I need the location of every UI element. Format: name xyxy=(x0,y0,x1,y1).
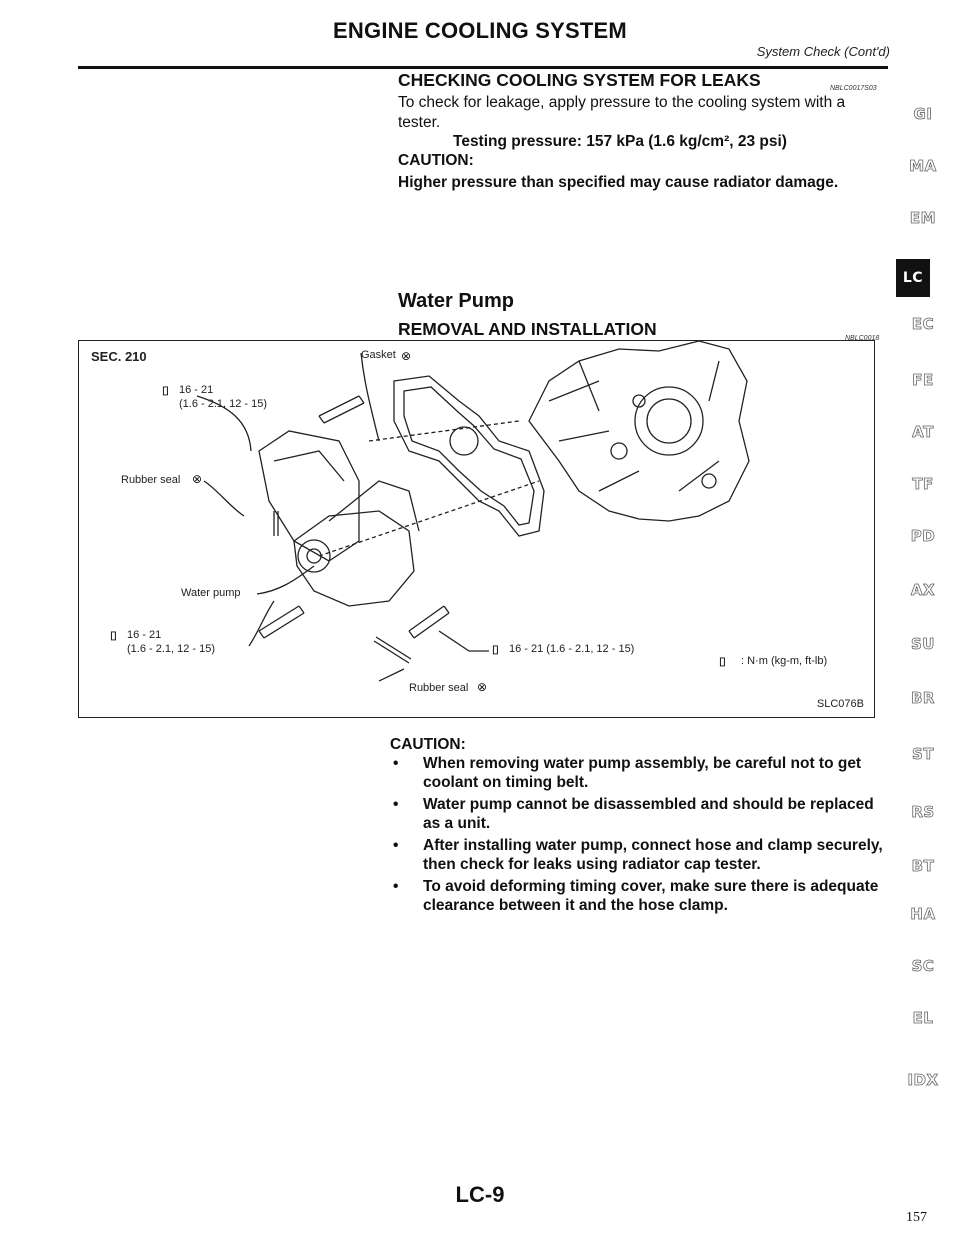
pump-caution-label: CAUTION: xyxy=(390,736,466,753)
bolt-bottom-left xyxy=(259,606,304,638)
torque-top-value: 16 - 21 xyxy=(179,384,214,396)
leaks-body: To check for leakage, apply pressure to the cooling system with a tester. xyxy=(398,94,846,131)
tab-fe[interactable]: FE xyxy=(912,371,934,389)
tab-rs[interactable]: RS xyxy=(911,803,935,821)
figure-section-label: SEC. 210 xyxy=(91,349,147,364)
rubber-seal-left-label: Rubber seal xyxy=(121,474,181,486)
leader-gasket xyxy=(361,353,379,441)
caution-item: • Water pump cannot be disassembled and should be replaced as a unit. xyxy=(393,795,883,833)
tab-bt[interactable]: BT xyxy=(911,857,935,875)
engine-bore-circle xyxy=(635,387,703,455)
leaks-caution-text: Higher pressure than specified may cause radiator damage. xyxy=(398,174,839,191)
pump-pulley-hub xyxy=(298,540,330,572)
gasket-outline xyxy=(394,376,544,536)
torque-icon: ⌷ xyxy=(492,643,500,657)
caution-item: • After installing water pump, connect hose and clamp securely, then check for leaks using radiator cap tester. xyxy=(393,836,883,874)
tab-su[interactable]: SU xyxy=(911,635,935,653)
tab-tf[interactable]: TF xyxy=(912,475,934,493)
header-rule xyxy=(78,66,888,69)
torque-icon: ⌷ xyxy=(110,629,118,643)
units-legend: : N·m (kg-m, ft-lb) xyxy=(741,655,828,667)
tab-ax[interactable]: AX xyxy=(910,581,936,599)
bolt-top xyxy=(319,396,364,423)
replace-icon: ⊗ xyxy=(477,680,488,694)
rubber-seal-left xyxy=(274,511,278,536)
page-title: ENGINE COOLING SYSTEM xyxy=(333,18,627,43)
bracket-outline xyxy=(259,431,359,561)
rubber-seal-bottom xyxy=(374,637,411,663)
tab-idx[interactable]: IDX xyxy=(907,1071,939,1089)
tab-st[interactable]: ST xyxy=(911,745,935,763)
torque-bottom-left-value: 16 - 21 xyxy=(127,629,162,641)
leaks-heading: CHECKING COOLING SYSTEM FOR LEAKS xyxy=(398,70,761,90)
rubber-seal-bottom-label: Rubber seal xyxy=(409,682,469,694)
removal-reference-code: NBLC0018 xyxy=(845,335,880,342)
tab-br[interactable]: BR xyxy=(911,689,935,707)
tab-pd[interactable]: PD xyxy=(910,527,936,545)
torque-bottom-mid-value: 16 - 21 (1.6 - 2.1, 12 - 15) xyxy=(509,643,635,655)
water-pump-diagram xyxy=(78,340,875,718)
torque-icon: ⌷ xyxy=(162,384,170,398)
water-pump-body xyxy=(294,511,414,606)
testing-pressure: Testing pressure: 157 kPa (1.6 kg/cm², 23 psi) xyxy=(453,133,787,150)
tab-sc[interactable]: SC xyxy=(911,957,935,975)
water-pump-heading: Water Pump xyxy=(398,290,514,312)
torque-bottom-left-subvalue: (1.6 - 2.1, 12 - 15) xyxy=(127,643,216,655)
pump-caution-list xyxy=(393,754,883,918)
water-pump-label: Water pump xyxy=(181,587,241,599)
replace-icon: ⊗ xyxy=(401,349,412,363)
page-number: 157 xyxy=(906,1210,927,1225)
caution-item: • To avoid deforming timing cover, make sure there is adequate clearance between it and the hose clamp. xyxy=(393,877,883,915)
tab-ha[interactable]: HA xyxy=(910,905,936,923)
replace-icon: ⊗ xyxy=(192,472,203,486)
tab-el[interactable]: EL xyxy=(912,1009,934,1027)
tab-gi[interactable]: GI xyxy=(913,105,933,123)
leaks-caution-label: CAUTION: xyxy=(398,152,474,169)
removal-installation-heading: REMOVAL AND INSTALLATION xyxy=(398,319,657,339)
tab-at[interactable]: AT xyxy=(912,423,934,441)
figure-code: SLC076B xyxy=(816,698,864,710)
torque-icon: ⌷ xyxy=(719,655,727,669)
tab-ma[interactable]: MA xyxy=(909,157,937,175)
torque-top-subvalue: (1.6 - 2.1, 12 - 15) xyxy=(179,398,268,410)
tab-em[interactable]: EM xyxy=(909,209,937,227)
page-code: LC-9 xyxy=(455,1182,505,1207)
section-subtitle: System Check (Cont'd) xyxy=(756,44,890,59)
tab-lc-active[interactable]: LC xyxy=(896,259,930,297)
engine-block-outline xyxy=(529,341,749,521)
tab-ec[interactable]: EC xyxy=(911,315,935,333)
leaks-reference-code: NBLC0017S03 xyxy=(830,85,877,92)
gasket-label: Gasket xyxy=(361,349,396,361)
caution-item: • When removing water pump assembly, be careful not to get coolant on timing belt. xyxy=(393,754,883,792)
